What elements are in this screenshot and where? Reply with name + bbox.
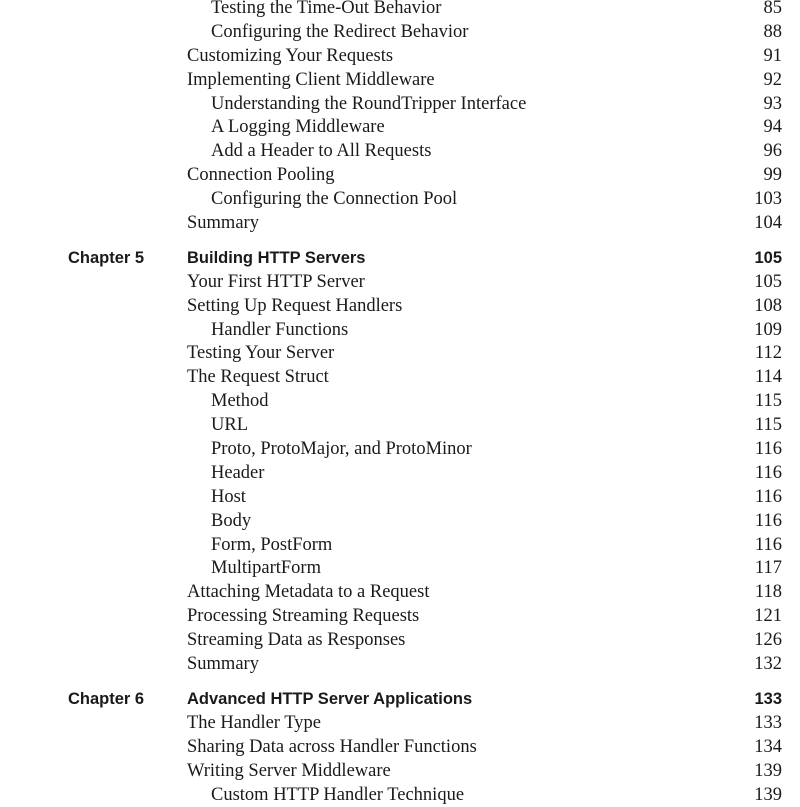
toc-entry-page-number: 118 <box>755 581 782 605</box>
chapter-heading <box>0 688 800 712</box>
toc-entry-title: Method <box>211 390 269 414</box>
toc-entry-page-number: 114 <box>755 366 782 390</box>
toc-entry-title: Connection Pooling <box>187 164 335 188</box>
toc-entry <box>0 784 800 807</box>
toc-entry <box>0 188 800 212</box>
toc-entry-title: Form, PostForm <box>211 534 332 558</box>
toc-entry-title: Summary <box>187 653 259 677</box>
toc-entry <box>0 462 800 486</box>
toc-entry-page-number: 104 <box>754 212 782 236</box>
chapter-page-number: 133 <box>754 688 782 712</box>
toc-entry <box>0 69 800 93</box>
toc-entry-page-number: 121 <box>754 605 782 629</box>
toc-entry-page-number: 115 <box>755 390 782 414</box>
toc-entry <box>0 271 800 295</box>
toc-entry-page-number: 116 <box>755 438 782 462</box>
toc-entry-page-number: 91 <box>764 45 783 69</box>
toc-entry-page-number: 92 <box>764 69 783 93</box>
toc-entry-page-number: 94 <box>764 116 783 140</box>
toc-entry <box>0 736 800 760</box>
toc-entry <box>0 712 800 736</box>
toc-entry-title: MultipartForm <box>211 557 321 581</box>
toc-entry <box>0 140 800 164</box>
toc-entry-title: Sharing Data across Handler Functions <box>187 736 477 760</box>
toc-entry-page-number: 109 <box>754 319 782 343</box>
toc-entry-page-number: 85 <box>764 0 783 21</box>
toc-entry-title: Your First HTTP Server <box>187 271 365 295</box>
toc-entry <box>0 116 800 140</box>
toc-entry-page-number: 105 <box>754 271 782 295</box>
toc-entry-page-number: 139 <box>754 760 782 784</box>
toc-entry-title: Attaching Metadata to a Request <box>187 581 429 605</box>
toc-entry-title: Header <box>211 462 264 486</box>
toc-entry <box>0 760 800 784</box>
toc-entry-title: Host <box>211 486 246 510</box>
chapter-heading <box>0 247 800 271</box>
toc-entry <box>0 581 800 605</box>
toc-entry-title: Configuring the Redirect Behavior <box>211 21 468 45</box>
chapter-label: Chapter 5 <box>68 247 144 271</box>
toc-entry <box>0 319 800 343</box>
toc-entry-title: Streaming Data as Responses <box>187 629 405 653</box>
toc-entry-title: Writing Server Middleware <box>187 760 391 784</box>
toc-entry-title: Testing Your Server <box>187 342 334 366</box>
toc-entry-page-number: 139 <box>754 784 782 807</box>
toc-entry <box>0 414 800 438</box>
toc-entry-title: Processing Streaming Requests <box>187 605 419 629</box>
toc-entry-title: The Handler Type <box>187 712 321 736</box>
toc-entry-page-number: 115 <box>755 414 782 438</box>
toc-entry-page-number: 116 <box>755 510 782 534</box>
toc-entry <box>0 93 800 117</box>
toc-entry-page-number: 93 <box>764 93 783 117</box>
toc-entry <box>0 510 800 534</box>
toc-entry-title: Customizing Your Requests <box>187 45 393 69</box>
toc-entry <box>0 438 800 462</box>
chapter-label: Chapter 6 <box>68 688 144 712</box>
toc-entry-page-number: 132 <box>754 653 782 677</box>
toc-entry-title: The Request Struct <box>187 366 329 390</box>
toc-entry <box>0 295 800 319</box>
toc-entry-page-number: 96 <box>764 140 783 164</box>
toc-entry-title: Add a Header to All Requests <box>211 140 431 164</box>
toc-entry-page-number: 117 <box>755 557 782 581</box>
toc-entry <box>0 212 800 236</box>
toc-entry-page-number: 112 <box>755 342 782 366</box>
toc-entry-page-number: 116 <box>755 486 782 510</box>
toc-entry <box>0 366 800 390</box>
toc-entry-page-number: 108 <box>754 295 782 319</box>
toc-entry-page-number: 103 <box>754 188 782 212</box>
chapter-page-number: 105 <box>754 247 782 271</box>
toc-entry <box>0 45 800 69</box>
toc-entry-page-number: 88 <box>764 21 783 45</box>
toc-entry-title: Setting Up Request Handlers <box>187 295 402 319</box>
chapter-title: Advanced HTTP Server Applications <box>187 688 472 712</box>
toc-entry <box>0 342 800 366</box>
toc-entry <box>0 486 800 510</box>
toc-entry-title: Configuring the Connection Pool <box>211 188 457 212</box>
toc-entry-page-number: 126 <box>754 629 782 653</box>
toc-entry-page-number: 99 <box>764 164 783 188</box>
chapter-title: Building HTTP Servers <box>187 247 366 271</box>
toc-entry-title: Summary <box>187 212 259 236</box>
toc-entry-page-number: 116 <box>755 462 782 486</box>
toc-entry-title: Testing the Time-Out Behavior <box>211 0 441 21</box>
toc-entry-title: A Logging Middleware <box>211 116 385 140</box>
toc-entry <box>0 557 800 581</box>
toc-entry-title: Body <box>211 510 251 534</box>
toc-entry-title: Proto, ProtoMajor, and ProtoMinor <box>211 438 472 462</box>
toc-entry-page-number: 133 <box>754 712 782 736</box>
toc-entry <box>0 629 800 653</box>
toc-entry <box>0 534 800 558</box>
toc-entry-page-number: 134 <box>754 736 782 760</box>
toc-entry-title: Custom HTTP Handler Technique <box>211 784 464 807</box>
toc-entry-page-number: 116 <box>755 534 782 558</box>
toc-entry-title: Understanding the RoundTripper Interface <box>211 93 526 117</box>
toc-entry <box>0 390 800 414</box>
toc-entry <box>0 0 800 21</box>
toc-entry <box>0 605 800 629</box>
toc-entry <box>0 164 800 188</box>
toc-entry-title: Handler Functions <box>211 319 348 343</box>
toc-entry <box>0 653 800 677</box>
toc-entry <box>0 21 800 45</box>
toc-entry-title: Implementing Client Middleware <box>187 69 435 93</box>
toc-entry-title: URL <box>211 414 248 438</box>
